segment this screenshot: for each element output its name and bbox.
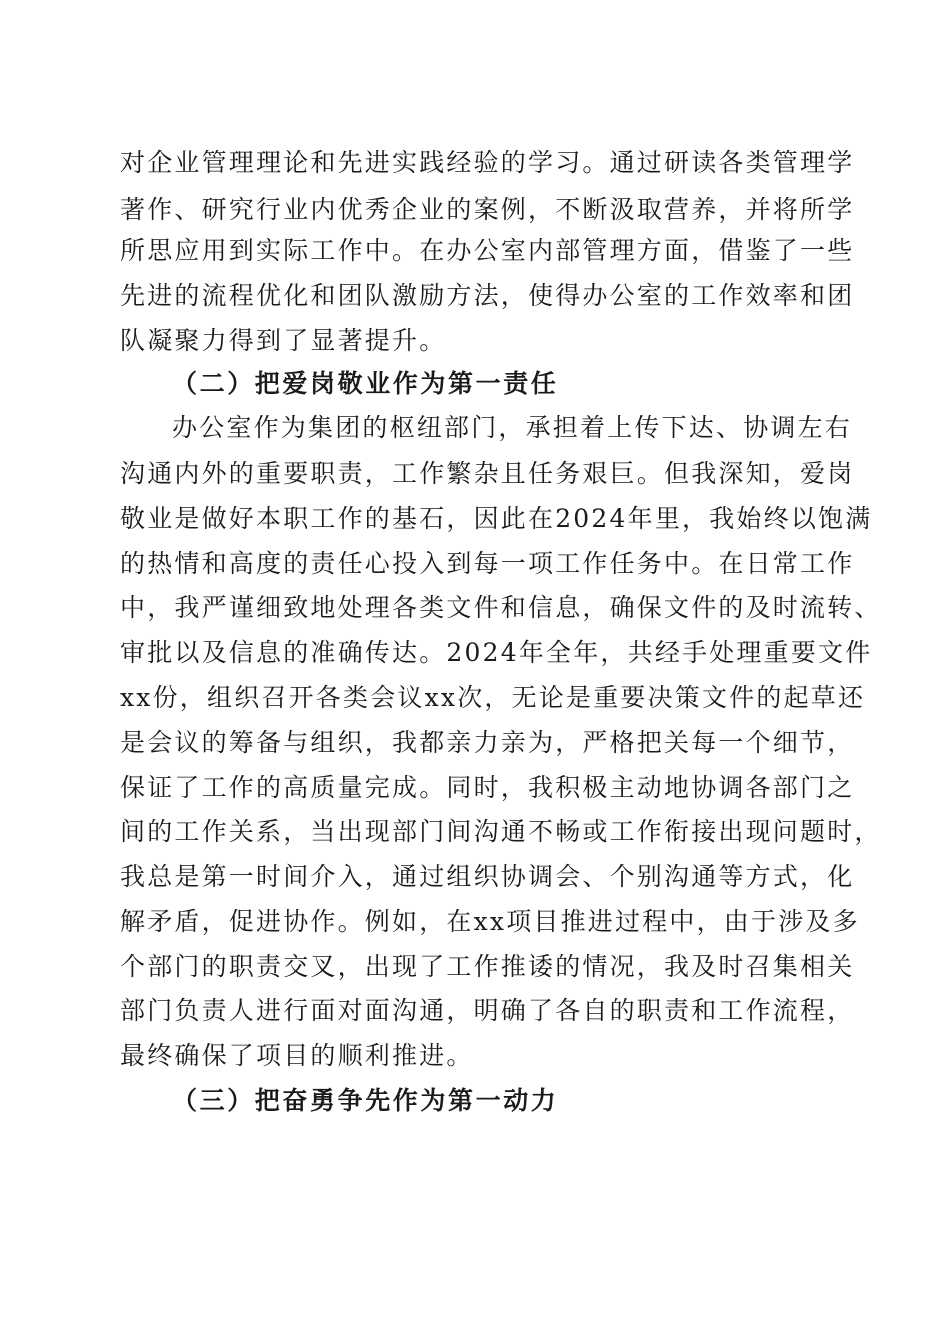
paragraph-line: 部门负责人进行面对面沟通，明确了各自的职责和工作流程， [120,996,855,1025]
paragraph-line: 是会议的筹备与组织，我都亲力亲为，严格把关每一个细节， [120,728,855,757]
paragraph-line: xx份，组织召开各类会议xx次，无论是重要决策文件的起草还 [120,683,866,712]
paragraph-line: 保证了工作的高质量完成。同时，我积极主动地协调各部门之 [120,773,855,802]
paragraph-line: 敬业是做好本职工作的基石，因此在2024年里，我始终以饱满 [120,504,873,533]
section-heading-2: （二）把爱岗敬业作为第一责任 [172,369,559,398]
paragraph-line: 中，我严谨细致地处理各类文件和信息，确保文件的及时流转、 [120,593,882,622]
paragraph-line: 办公室作为集团的枢纽部门，承担着上传下达、协调左右 [172,413,853,442]
paragraph-line: 间的工作关系，当出现部门间沟通不畅或工作衔接出现问题时， [120,817,882,846]
paragraph-line: 著作、研究行业内优秀企业的案例，不断汲取营养，并将所学 [120,195,855,224]
paragraph-line: 队凝聚力得到了显著提升。 [120,326,447,355]
paragraph-line: 的热情和高度的责任心投入到每一项工作任务中。在日常工作 [120,549,855,578]
paragraph-line: 最终确保了项目的顺利推进。 [120,1041,474,1070]
section-heading-3: （三）把奋勇争先作为第一动力 [172,1086,559,1115]
paragraph-line: 审批以及信息的准确传达。2024年全年，共经手处理重要文件 [120,638,873,667]
paragraph-line: 先进的流程优化和团队激励方法，使得办公室的工作效率和团 [120,281,855,310]
paragraph-line: 所思应用到实际工作中。在办公室内部管理方面，借鉴了一些 [120,236,855,265]
paragraph-line: 个部门的职责交叉，出现了工作推诿的情况，我及时召集相关 [120,952,855,981]
paragraph-line: 解矛盾，促进协作。例如，在xx项目推进过程中，由于涉及多 [120,907,860,936]
paragraph-line: 我总是第一时间介入，通过组织协调会、个别沟通等方式，化 [120,862,855,891]
paragraph-line: 沟通内外的重要职责，工作繁杂且任务艰巨。但我深知，爱岗 [120,459,855,488]
paragraph-line: 对企业管理理论和先进实践经验的学习。通过研读各类管理学 [120,148,855,177]
